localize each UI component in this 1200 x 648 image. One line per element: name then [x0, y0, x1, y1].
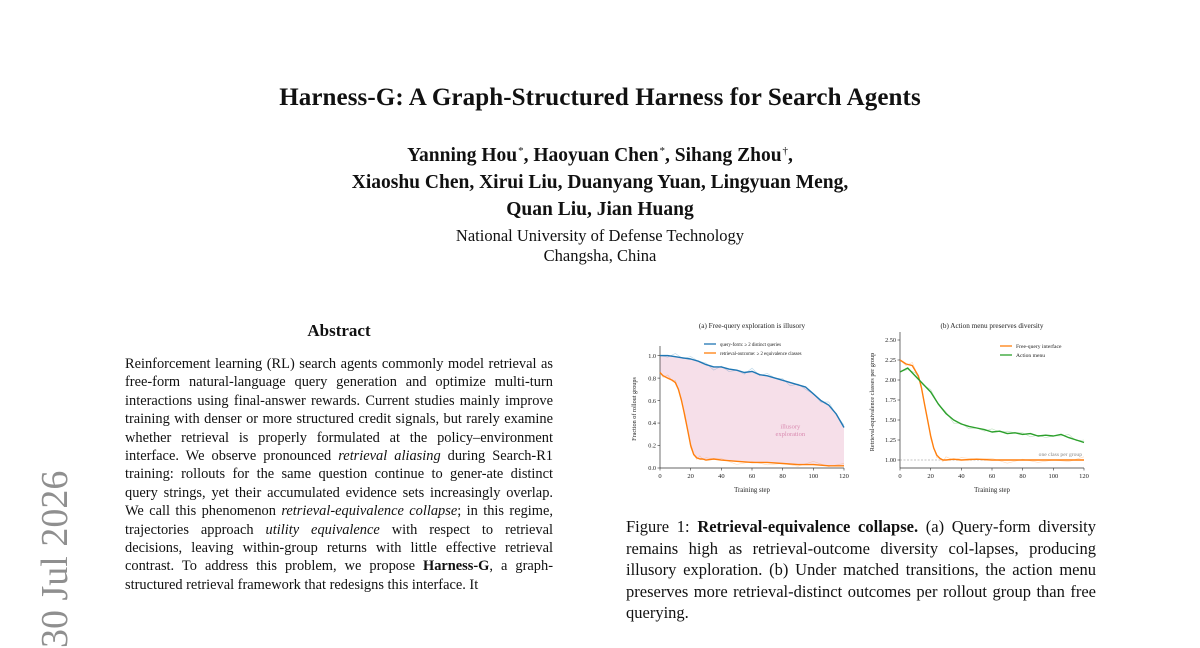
x-tick-label: 20: [687, 473, 694, 480]
abstract-text: ; in this regime, trajectories approach: [125, 503, 553, 538]
y-tick-label: 0.0: [648, 465, 656, 473]
author-line-3: Quan Liu, Jian Huang: [506, 199, 694, 220]
y-tick-label: 0.8: [648, 375, 656, 383]
abstract-text: with respect to retrieval decisions, leaving within-group returns with little effective retrieval contrast. To address this problem, we propose: [125, 521, 553, 575]
y-tick-label: 0.4: [648, 420, 656, 428]
x-tick-label: 80: [779, 473, 786, 480]
author-list: [0, 138, 1200, 223]
y-tick-label: 1.75: [885, 397, 896, 405]
author-line-1: Yanning Hou*, Haoyuan Chen*, Sihang Zhou†,: [407, 145, 793, 166]
legend-label: Action menu: [1016, 353, 1046, 359]
arxiv-date-stamp: 30 Jul 2026: [34, 470, 76, 648]
chart-panel-b: [869, 322, 1089, 494]
affiliation-block: [0, 226, 1200, 266]
y-tick-label: 1.25: [885, 437, 896, 445]
y-tick-label: 2.25: [885, 357, 896, 365]
caption-title: Retrieval-equivalence collapse.: [697, 517, 919, 536]
x-tick-label: 0: [898, 473, 902, 480]
figure-1: [626, 318, 1096, 500]
y-tick-label: 0.6: [648, 397, 656, 405]
abstract-text: , a graph-structured retrieval framework that redesigns this interface. It: [125, 558, 553, 593]
x-tick-label: 60: [748, 473, 756, 480]
x-tick-label: 20: [927, 473, 934, 480]
reference-line-label: one class per group: [1038, 452, 1082, 458]
author-line-2: Xiaoshu Chen, Xirui Liu, Duanyang Yuan, Lingyuan Meng,: [351, 172, 849, 193]
chart-title: (b) Action menu preserves diversity: [940, 322, 1044, 330]
series-line-1: [900, 368, 1084, 442]
paper-title: Harness-G: A Graph-Structured Harness for Search Agents: [279, 84, 921, 111]
series-noise-trace: [900, 360, 1084, 463]
y-axis-label: Retrieval-equivalence classes per group: [869, 352, 876, 452]
legend-label: Free-query interface: [1016, 344, 1062, 350]
figure-1-charts: [626, 318, 1096, 500]
x-tick-label: 60: [988, 473, 996, 480]
legend-label: retrieval-outcome: ≥ 2 equivalence classes: [720, 352, 802, 357]
region-label-line: exploration: [775, 431, 806, 439]
location: Changsha, China: [543, 246, 657, 265]
x-tick-label: 0: [658, 473, 662, 480]
affiliation: National University of Defense Technology: [455, 226, 745, 245]
y-tick-label: 1.0: [648, 352, 656, 360]
abstract-heading: Abstract: [307, 321, 371, 340]
figure-caption: [626, 516, 1096, 624]
caption-text: (a) Query-form diversity remains high as retrieval-outcome diversity col-lapses, producing illusory exploration. (b) Under matched transitions, the action menu preserves more retrieval-distinct outcomes per rollout group than free querying.: [626, 517, 1097, 622]
y-tick-label: 1.50: [885, 417, 896, 425]
abstract-text: Reinforcement learning (RL) search agents commonly model retrieval as free-form natural-language query generation and optimize multi-turn interactions using final-answer rewards. Current studies mainly improve training with denser or more structured credit signals, but rarely examine whether retrieval is properly formulated at the policy–environment interface. We observe pronounced: [125, 356, 553, 465]
x-tick-label: 120: [839, 473, 849, 480]
abstract-emphasis: retrieval aliasing: [338, 448, 441, 465]
x-tick-label: 40: [958, 473, 965, 480]
x-tick-label: 120: [1079, 473, 1089, 480]
y-tick-label: 1.00: [885, 457, 896, 465]
method-name: Harness-G: [423, 558, 490, 575]
abstract-body: [125, 355, 553, 594]
abstract-emphasis: retrieval-equivalence collapse: [281, 503, 458, 520]
x-axis-label: Training step: [974, 487, 1010, 494]
region-label-line: illusory: [780, 423, 801, 431]
x-tick-label: 100: [808, 473, 819, 480]
abstract-text: during Search-R1 training: rollouts for the same question continue to gener-ate distinct query strings, yet their accumulated evidence sets increasingly overlap. We call this phenomenon: [125, 448, 553, 520]
chart-panel-a: [631, 322, 849, 494]
y-tick-label: 0.2: [648, 442, 656, 450]
y-tick-label: 2.50: [885, 337, 896, 345]
series-noise-trace: [900, 370, 1084, 441]
x-axis-label: Training step: [734, 487, 770, 494]
y-axis-label: Fraction of rollout groups: [631, 377, 638, 441]
x-tick-label: 80: [1019, 473, 1026, 480]
series-line-0: [900, 360, 1084, 460]
caption-label: Figure 1:: [626, 517, 690, 536]
x-tick-label: 100: [1048, 473, 1059, 480]
y-tick-label: 2.00: [885, 377, 896, 385]
x-tick-label: 40: [718, 473, 725, 480]
abstract-emphasis: utility equivalence: [265, 521, 380, 538]
chart-title: (a) Free-query exploration is illusory: [698, 322, 806, 330]
legend-label: query-form: ≥ 2 distinct queries: [720, 343, 781, 348]
